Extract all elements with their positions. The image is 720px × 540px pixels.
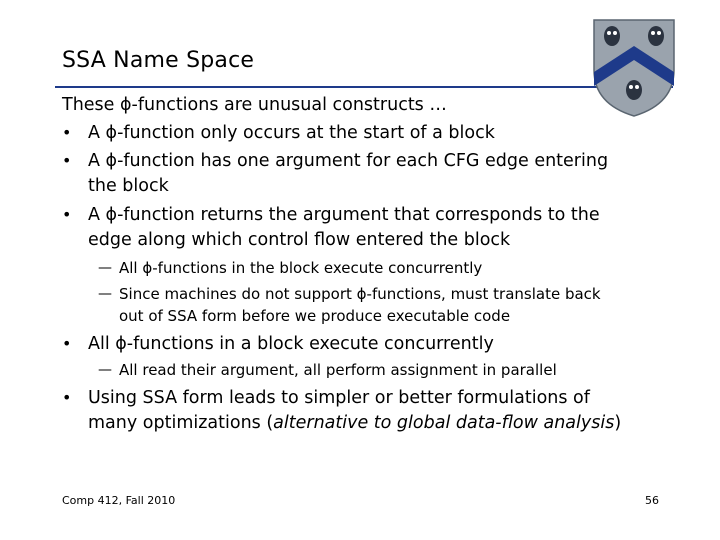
footer-course: Comp 412, Fall 2010: [62, 494, 176, 507]
rice-university-shield-icon: [590, 16, 678, 120]
bullet-text: A ϕ-function returns the argument that corresponds to the: [88, 205, 600, 225]
sub-bullet-marker: —: [98, 362, 112, 378]
bullet-text: Using SSA form leads to simpler or better formulations of: [88, 388, 590, 408]
sub-bullet-text: All ϕ-functions in the block execute concurrently: [119, 259, 483, 277]
intro-text: These ϕ-functions are unusual constructs …: [62, 95, 447, 115]
bullet-text: All ϕ-functions in a block execute concurrently: [88, 334, 494, 354]
bullet-text: A ϕ-function only occurs at the start of a block: [88, 123, 495, 143]
sub-bullet-marker: —: [98, 260, 112, 276]
bullet-text-continued: edge along which control flow entered the block: [88, 230, 511, 250]
sub-bullet-text: Since machines do not support ϕ-functions, must translate back: [119, 285, 601, 303]
bullet-marker: •: [62, 123, 72, 142]
bullet-text: A ϕ-function has one argument for each CFG edge entering: [88, 151, 609, 171]
slide-title: SSA Name Space: [62, 48, 255, 73]
title-rule: [55, 86, 673, 88]
bullet-marker: •: [62, 151, 72, 170]
bullet-marker: •: [62, 205, 72, 224]
sub-bullet-text: All read their argument, all perform assignment in parallel: [119, 361, 557, 379]
bullet-text-suffix: ): [614, 413, 622, 433]
bullet-marker: •: [62, 334, 72, 353]
bullet-text-prefix: many optimizations (: [88, 413, 274, 433]
bullet-text-continued: the block: [88, 176, 169, 196]
bullet-text-continued: [88, 412, 621, 434]
sub-bullet-text-continued: out of SSA form before we produce executable code: [119, 307, 511, 325]
sub-bullet-marker: —: [98, 286, 112, 302]
page-number: 56: [645, 494, 659, 507]
bullet-marker: •: [62, 388, 72, 407]
bullet-text-emphasis: alternative to global data-flow analysis: [273, 413, 615, 433]
